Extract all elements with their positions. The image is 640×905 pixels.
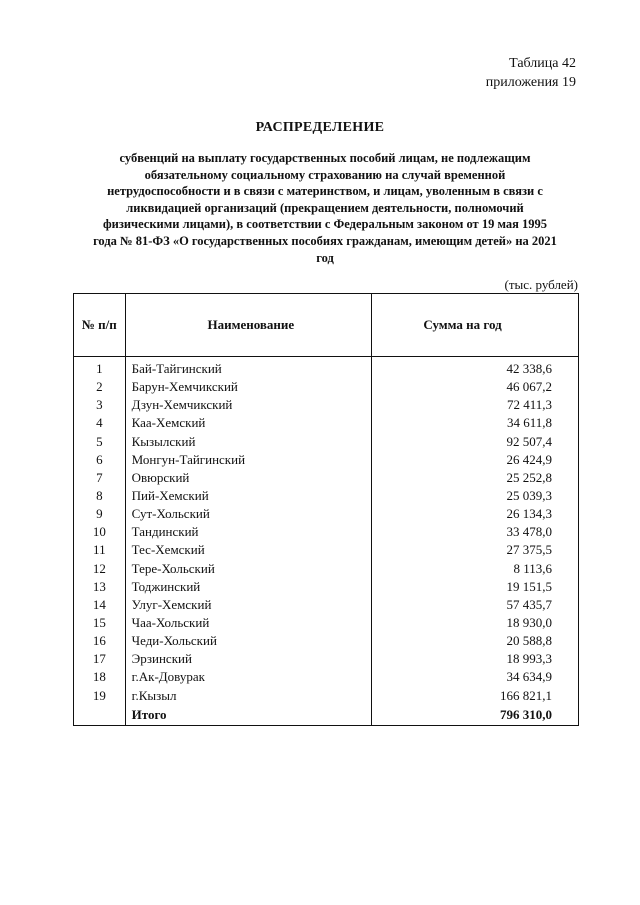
table-row xyxy=(74,596,579,614)
row-name: Тоджинский xyxy=(125,578,371,596)
row-number: 11 xyxy=(74,541,126,559)
row-number: 13 xyxy=(74,578,126,596)
table-row xyxy=(74,357,579,379)
row-name: г.Кызыл xyxy=(125,687,371,705)
row-number: 19 xyxy=(74,687,126,705)
total-number-cell xyxy=(74,705,126,726)
table-reference xyxy=(486,54,576,92)
row-number: 2 xyxy=(74,378,126,396)
document-subtitle: субвенций на выплату государственных пособий лицам, не подлежащим обязательному социальному страхованию на случай временной нетрудоспособности и в связи с материнством, и лицам, уволенным в связи с ликвидацией организаций (прекращением деятельности, полномочий физическими лицами), в соответствии с Федеральным законом от 19 мая 1995 года № 81-ФЗ «О государственных пособиях гражданам, имеющим детей» на 2021 год xyxy=(93,151,557,265)
row-name: Бай-Тайгинский xyxy=(125,357,371,379)
column-header-name: Наименование xyxy=(125,294,371,357)
table-row xyxy=(74,487,579,505)
table-row xyxy=(74,632,579,650)
row-name: Дзун-Хемчикский xyxy=(125,396,371,414)
row-sum: 20 588,8 xyxy=(372,632,579,650)
row-sum: 42 338,6 xyxy=(372,357,579,379)
table-row xyxy=(74,396,579,414)
row-number: 18 xyxy=(74,668,126,686)
row-name: Тере-Хольский xyxy=(125,560,371,578)
row-number: 8 xyxy=(74,487,126,505)
table-number-label: Таблица 42 xyxy=(509,56,576,71)
row-number: 12 xyxy=(74,560,126,578)
row-sum: 46 067,2 xyxy=(372,378,579,396)
row-sum: 166 821,1 xyxy=(372,687,579,705)
row-sum: 25 039,3 xyxy=(372,487,579,505)
units-label: (тыс. рублей) xyxy=(504,277,578,292)
column-header-sum: Сумма на год xyxy=(372,294,579,357)
row-number: 1 xyxy=(74,357,126,379)
row-name: Чеди-Хольский xyxy=(125,632,371,650)
row-number: 10 xyxy=(74,523,126,541)
row-number: 5 xyxy=(74,433,126,451)
total-label: Итого xyxy=(125,705,371,726)
row-sum: 18 993,3 xyxy=(372,650,579,668)
row-sum: 8 113,6 xyxy=(372,560,579,578)
row-name: Монгун-Тайгинский xyxy=(125,451,371,469)
row-number: 16 xyxy=(74,632,126,650)
table-row xyxy=(74,433,579,451)
table-row xyxy=(74,541,579,559)
row-name: Кызылский xyxy=(125,433,371,451)
row-name: Тандинский xyxy=(125,523,371,541)
row-number: 3 xyxy=(74,396,126,414)
distribution-table xyxy=(73,293,579,726)
table-row xyxy=(74,560,579,578)
table-row xyxy=(74,614,579,632)
row-sum: 33 478,0 xyxy=(372,523,579,541)
row-name: Овюрский xyxy=(125,469,371,487)
table-row xyxy=(74,523,579,541)
row-name: Сут-Хольский xyxy=(125,505,371,523)
total-sum: 796 310,0 xyxy=(372,705,579,726)
table-row xyxy=(74,668,579,686)
row-number: 9 xyxy=(74,505,126,523)
row-name: г.Ак-Довурак xyxy=(125,668,371,686)
row-sum: 34 611,8 xyxy=(372,414,579,432)
table-row xyxy=(74,505,579,523)
row-sum: 18 930,0 xyxy=(372,614,579,632)
table-row xyxy=(74,687,579,705)
row-number: 15 xyxy=(74,614,126,632)
document-title: РАСПРЕДЕЛЕНИЕ xyxy=(255,120,385,135)
table-row xyxy=(74,469,579,487)
table-total-row xyxy=(74,705,579,726)
row-name: Барун-Хемчикский xyxy=(125,378,371,396)
row-sum: 34 634,9 xyxy=(372,668,579,686)
row-name: Тес-Хемский xyxy=(125,541,371,559)
table-row xyxy=(74,451,579,469)
row-number: 6 xyxy=(74,451,126,469)
row-number: 17 xyxy=(74,650,126,668)
row-sum: 92 507,4 xyxy=(372,433,579,451)
table-body xyxy=(74,357,579,726)
table-row xyxy=(74,578,579,596)
row-name: Пий-Хемский xyxy=(125,487,371,505)
table-row xyxy=(74,414,579,432)
table-row xyxy=(74,378,579,396)
row-sum: 72 411,3 xyxy=(372,396,579,414)
row-number: 4 xyxy=(74,414,126,432)
row-number: 7 xyxy=(74,469,126,487)
row-sum: 19 151,5 xyxy=(372,578,579,596)
column-header-number: № п/п xyxy=(74,294,126,357)
row-sum: 27 375,5 xyxy=(372,541,579,559)
row-name: Эрзинский xyxy=(125,650,371,668)
table-header-row xyxy=(74,294,579,357)
row-sum: 26 424,9 xyxy=(372,451,579,469)
row-sum: 26 134,3 xyxy=(372,505,579,523)
row-number: 14 xyxy=(74,596,126,614)
row-sum: 25 252,8 xyxy=(372,469,579,487)
row-sum: 57 435,7 xyxy=(372,596,579,614)
appendix-label: приложения 19 xyxy=(485,75,576,90)
table-row xyxy=(74,650,579,668)
row-name: Улуг-Хемский xyxy=(125,596,371,614)
row-name: Каа-Хемский xyxy=(125,414,371,432)
row-name: Чаа-Хольский xyxy=(125,614,371,632)
